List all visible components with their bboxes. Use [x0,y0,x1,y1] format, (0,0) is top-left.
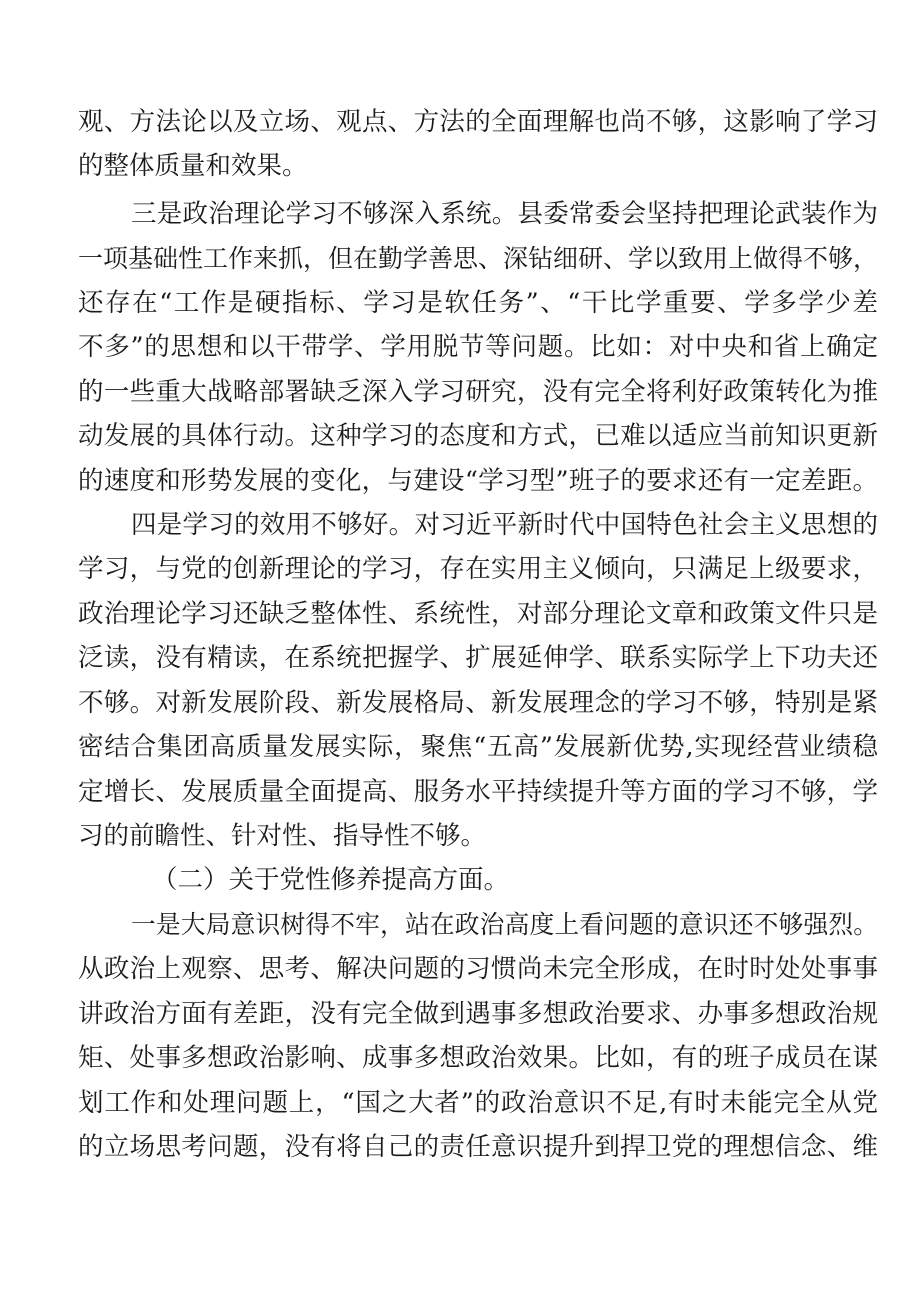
text-line: 不多”的思想和以干带学、学用脱节等问题。比如：对中央和省上确定 [78,332,878,362]
text-line: 的一些重大战略部署缺乏深入学习研究，没有完全将利好政策转化为推 [78,377,878,407]
text-line: 讲政治方面有差距，没有完全做到遇事多想政治要求、办事多想政治规 [78,999,878,1029]
text-line: 三是政治理论学习不够深入系统。县委常委会坚持把理论武装作为 [131,199,878,229]
text-line: 矩、处事多想政治影响、成事多想政治效果。比如，有的班子成员在谋 [78,1043,878,1073]
text-line: 划工作和处理问题上，“国之大者”的政治意识不足,有时未能完全从党 [78,1088,878,1118]
text-line: 观、方法论以及立场、观点、方法的全面理解也尚不够，这影响了学习 [78,107,878,137]
text-line: 动发展的具体行动。这种学习的态度和方式，已难以适应当前知识更新 [78,421,878,451]
text-line: 泛读，没有精读，在系统把握学、扩展延伸学、联系实际学上下功夫还 [78,643,878,673]
text-line: 的整体质量和效果。 [78,151,308,181]
text-line: 习的前瞻性、针对性、指导性不够。 [78,821,487,851]
text-line: 一是大局意识树得不牢，站在政治高度上看问题的意识还不够强烈。 [131,910,878,939]
text-line: 不够。对新发展阶段、新发展格局、新发展理念的学习不够，特别是紧 [78,688,878,718]
text-line: 的速度和形势发展的变化，与建设“学习型”班子的要求还有一定差距。 [78,466,878,496]
text-line: 密结合集团高质量发展实际，聚焦“五高”发展新优势,实现经营业绩稳 [78,732,878,762]
text-line: 定增长、发展质量全面提高、服务水平持续提升等方面的学习不够，学 [78,777,878,807]
text-line: 一项基础性工作来抓，但在勤学善思、深钻细研、学以致用上做得不够， [78,244,879,273]
text-line: 四是学习的效用不够好。对习近平新时代中国特色社会主义思想的 [131,510,878,540]
text-line: 的立场思考问题，没有将自己的责任意识提升到捍卫党的理想信念、维 [78,1132,878,1162]
text-line: 从政治上观察、思考、解决问题的习惯尚未完全形成，在时时处处事事 [78,954,878,984]
text-line: 还存在“工作是硬指标、学习是软任务”、“干比学重要、学多学少差 [78,288,878,318]
text-line: 学习，与党的创新理论的学习，存在实用主义倾向，只满足上级要求， [78,554,878,584]
text-line: 政治理论学习还缺乏整体性、系统性，对部分理论文章和政策文件只是 [78,599,878,629]
section-heading: （二）关于党性修养提高方面。 [152,865,510,895]
